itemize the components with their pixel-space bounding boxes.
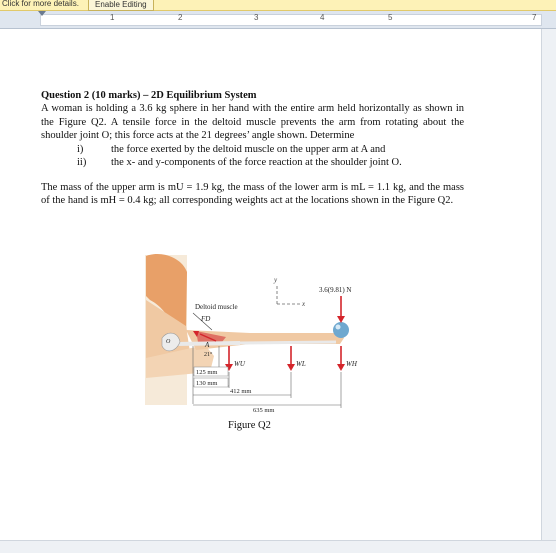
ruler-number: 1 — [110, 13, 115, 22]
lower-arm-bone — [240, 342, 336, 343]
load-label: 3.6(9.81) N — [319, 286, 352, 294]
point-a-label: A — [205, 341, 210, 349]
ruler-number: 4 — [320, 13, 325, 22]
wh-arrowhead — [337, 364, 345, 371]
ruler-number: 3 — [254, 13, 259, 22]
wl-label: WL — [296, 360, 306, 368]
masses-paragraph: The mass of the upper arm is mU = 1.9 kg, the mass of the lower arm is mL = 1.1 kg, and the mass of the hand is mH = 0.4 kg; all corresponding weights act at the locations shown in the Figure Q2. — [41, 181, 464, 207]
item-number: ii) — [77, 156, 87, 168]
wh-label: WH — [346, 360, 357, 368]
wl-arrowhead — [287, 364, 295, 371]
point-o-label: O — [166, 339, 171, 345]
wu-label: WU — [234, 360, 245, 368]
ruler-number: 2 — [178, 13, 183, 22]
item-number: i) — [77, 143, 84, 155]
question-intro: A woman is holding a 3.6 kg sphere in her hand with the entire arm held horizontally as shown in the Figure Q2. A tensile force in the deltoid muscle prevents the arm from rotating about the shoulder joint O; this force acts at the 21 degrees’ angle shown. Determine — [41, 103, 464, 142]
angle-label: 21° — [204, 352, 213, 358]
muscle-label: Deltoid muscle — [195, 303, 238, 311]
figure-caption: Figure Q2 — [228, 420, 271, 431]
load-arrowhead — [337, 316, 345, 323]
ruler-number: 5 — [388, 13, 393, 22]
question-title: Question 2 (10 marks) – 2D Equilibrium System — [41, 90, 257, 101]
enable-editing-button[interactable]: Enable Editing — [88, 0, 154, 11]
dim-130-label: 130 mm — [196, 380, 218, 387]
message-bar-text[interactable]: Click for more details. — [2, 0, 79, 8]
sphere-highlight — [336, 325, 341, 330]
sphere — [333, 322, 349, 338]
dim-635-label: 635 mm — [253, 407, 275, 414]
item-text: the force exerted by the deltoid muscle on the upper arm at A and — [111, 143, 386, 155]
force-label: FD — [201, 315, 211, 323]
dim-412-label: 412 mm — [230, 388, 252, 395]
x-axis-label: x — [302, 300, 306, 308]
dim-125-label: 125 mm — [196, 369, 218, 376]
ruler-number: 7 — [532, 13, 537, 22]
y-axis-label: y — [274, 276, 278, 284]
item-text: the x- and y-components of the force reaction at the shoulder joint O. — [111, 156, 402, 168]
